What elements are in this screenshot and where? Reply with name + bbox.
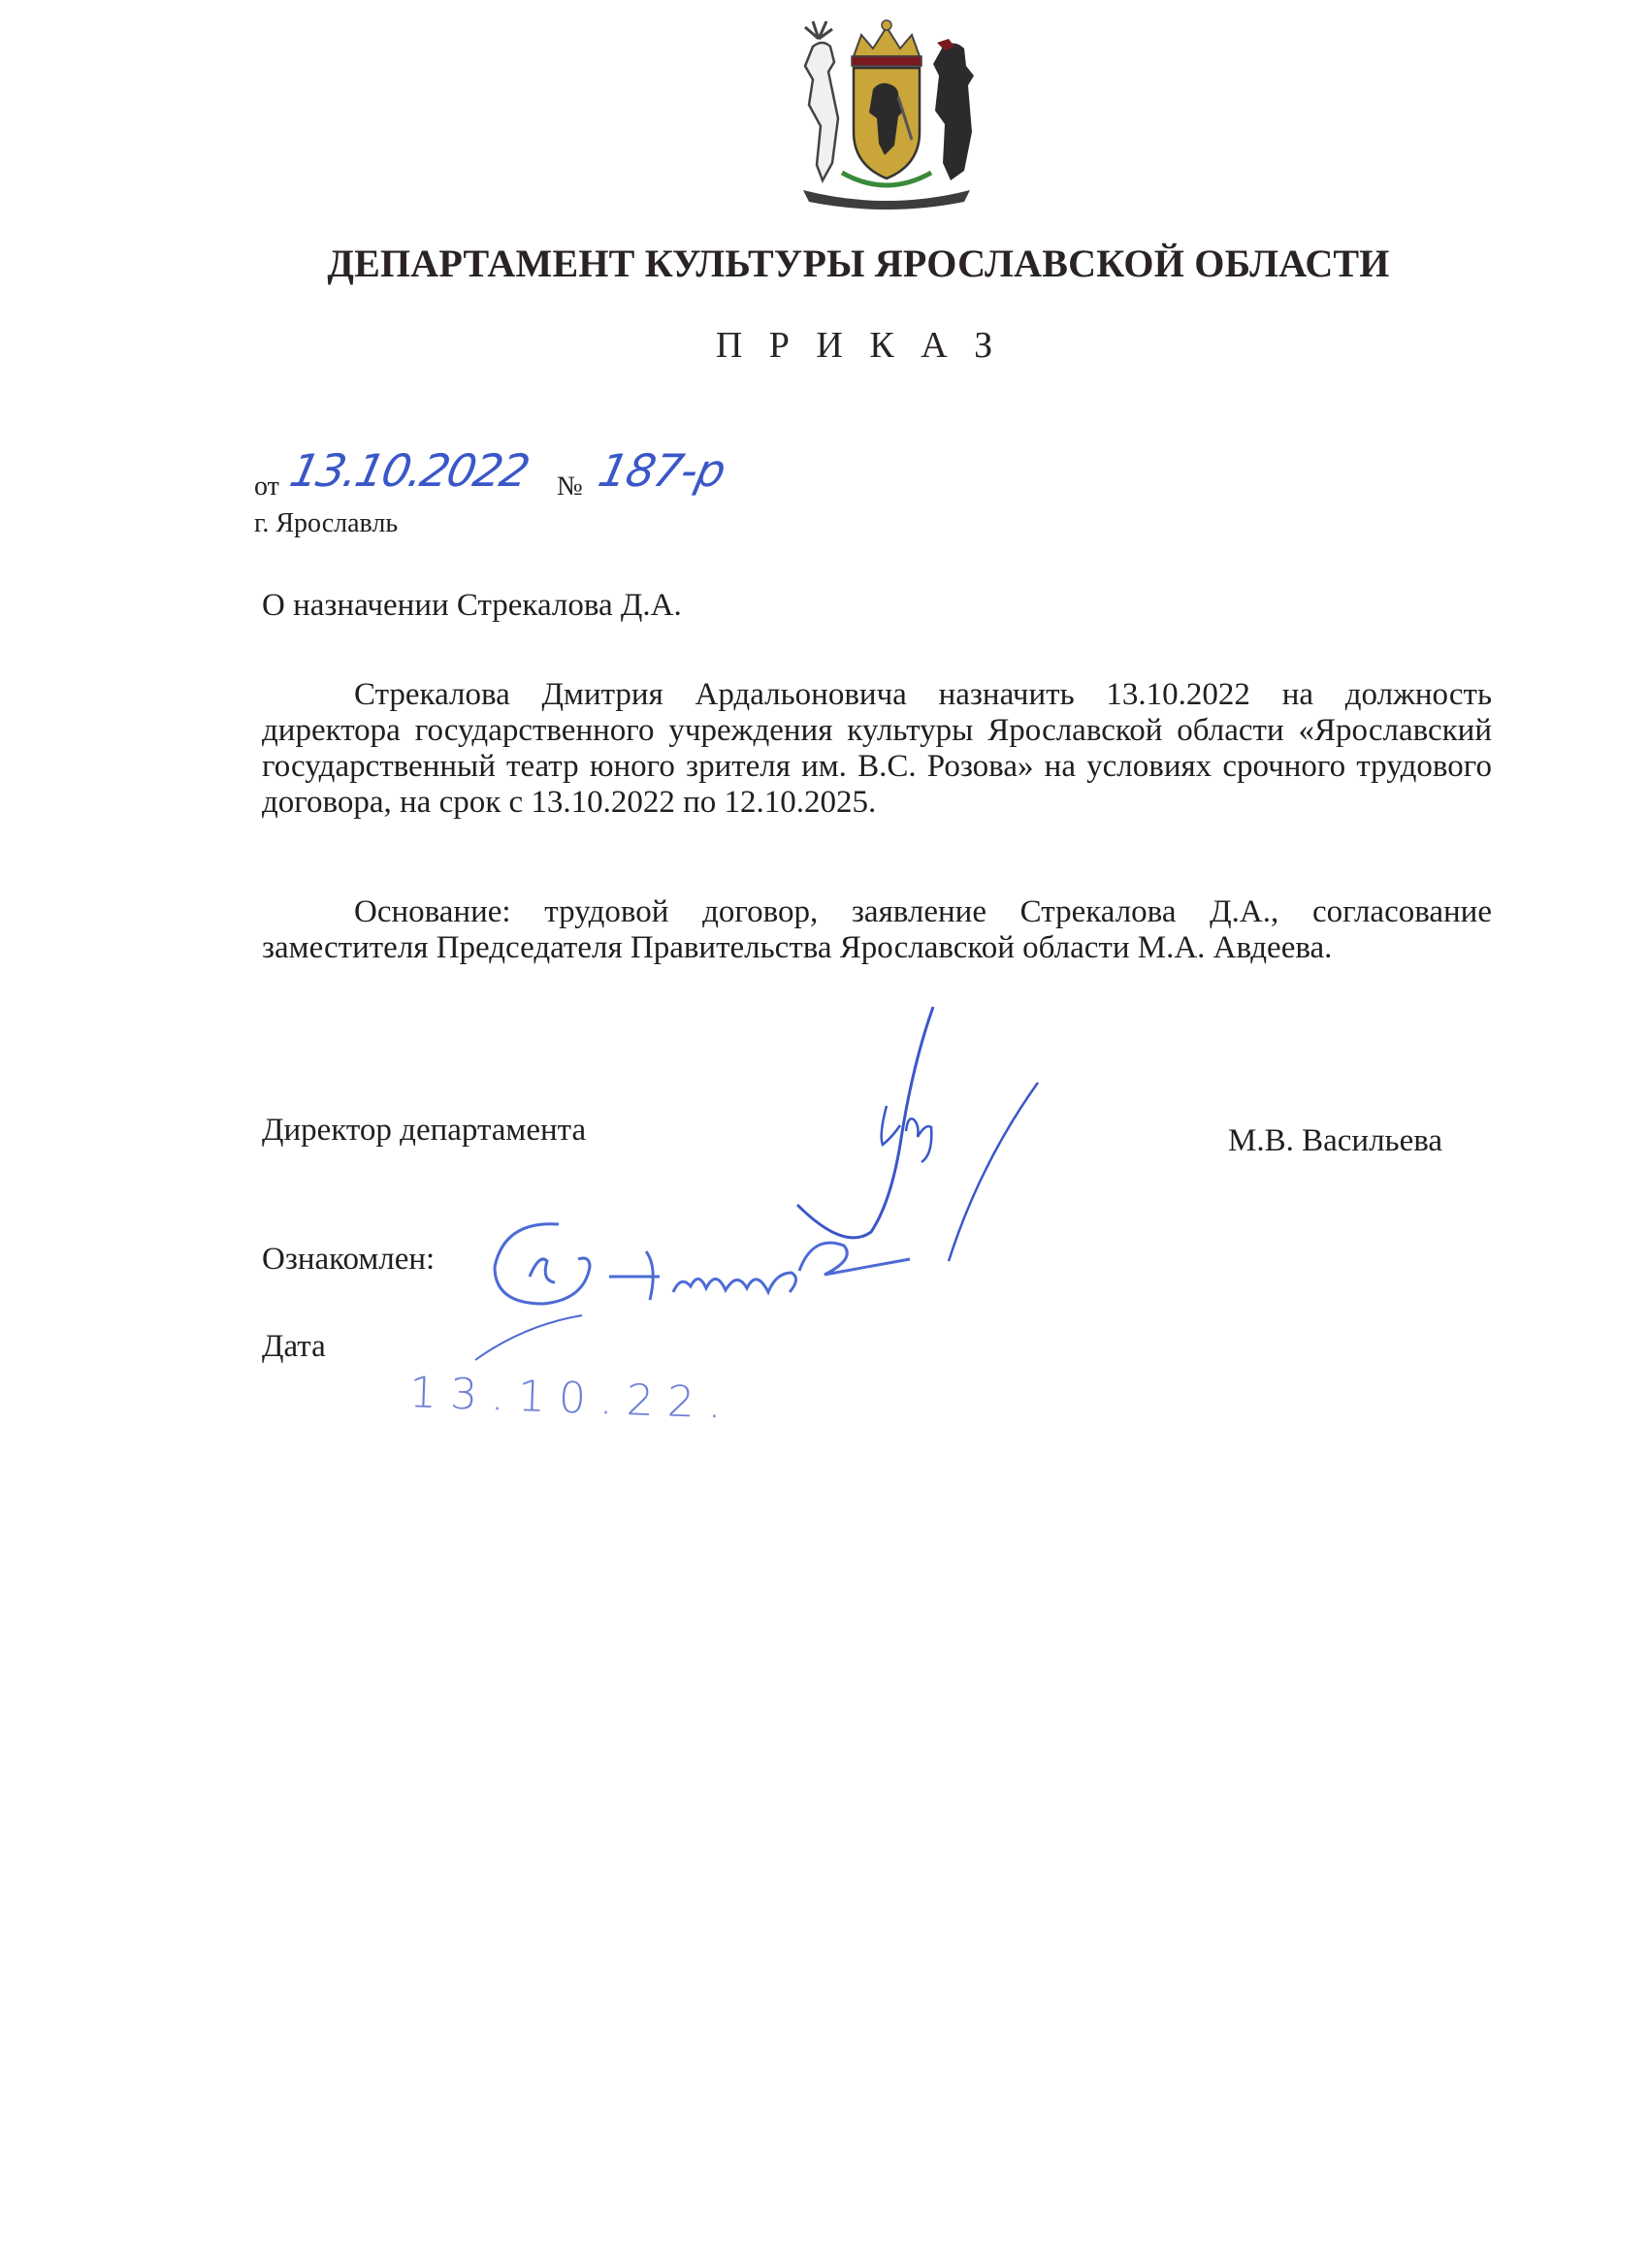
document-subject: О назначении Стрекалова Д.А. — [262, 588, 682, 623]
body-paragraph-basis: Основание: трудовой договор, заявление Стрекалова Д.А., согласование заместителя Председателя Правительства Ярославской области М.А. Авдеева. — [262, 894, 1492, 965]
handwritten-date: 13.10.2022 — [285, 444, 534, 497]
handwritten-acknowledgment-date: 13.10.22. — [408, 1368, 736, 1429]
city-label: г. Ярославль — [254, 508, 399, 538]
signatory-position: Директор департамента — [262, 1113, 587, 1148]
document-type-title: П Р И К А З — [715, 325, 1002, 366]
handwritten-number: 187-р — [594, 444, 730, 497]
date-label: Дата — [262, 1329, 326, 1364]
date-prefix: от — [254, 471, 279, 502]
acknowledged-label: Ознакомлен: — [262, 1242, 436, 1277]
acknowledgment-signature-icon — [466, 1199, 951, 1374]
body-paragraph-appointment: Стрекалова Дмитрия Ардальоновича назначить 13.10.2022 на должность директора государственного учреждения культуры Ярославской области «Ярославский государственный театр юного зрителя им. В.С. Розова» на условиях срочного трудового договора, на срок с 13.10.2022 по 12.10.2025. — [262, 677, 1492, 820]
number-prefix: № — [557, 471, 583, 502]
department-title: ДЕПАРТАМЕНТ КУЛЬТУРЫ ЯРОСЛАВСКОЙ ОБЛАСТИ — [327, 242, 1390, 285]
signatory-name: М.В. Васильева — [1228, 1123, 1443, 1158]
coat-of-arms-icon — [784, 17, 989, 210]
